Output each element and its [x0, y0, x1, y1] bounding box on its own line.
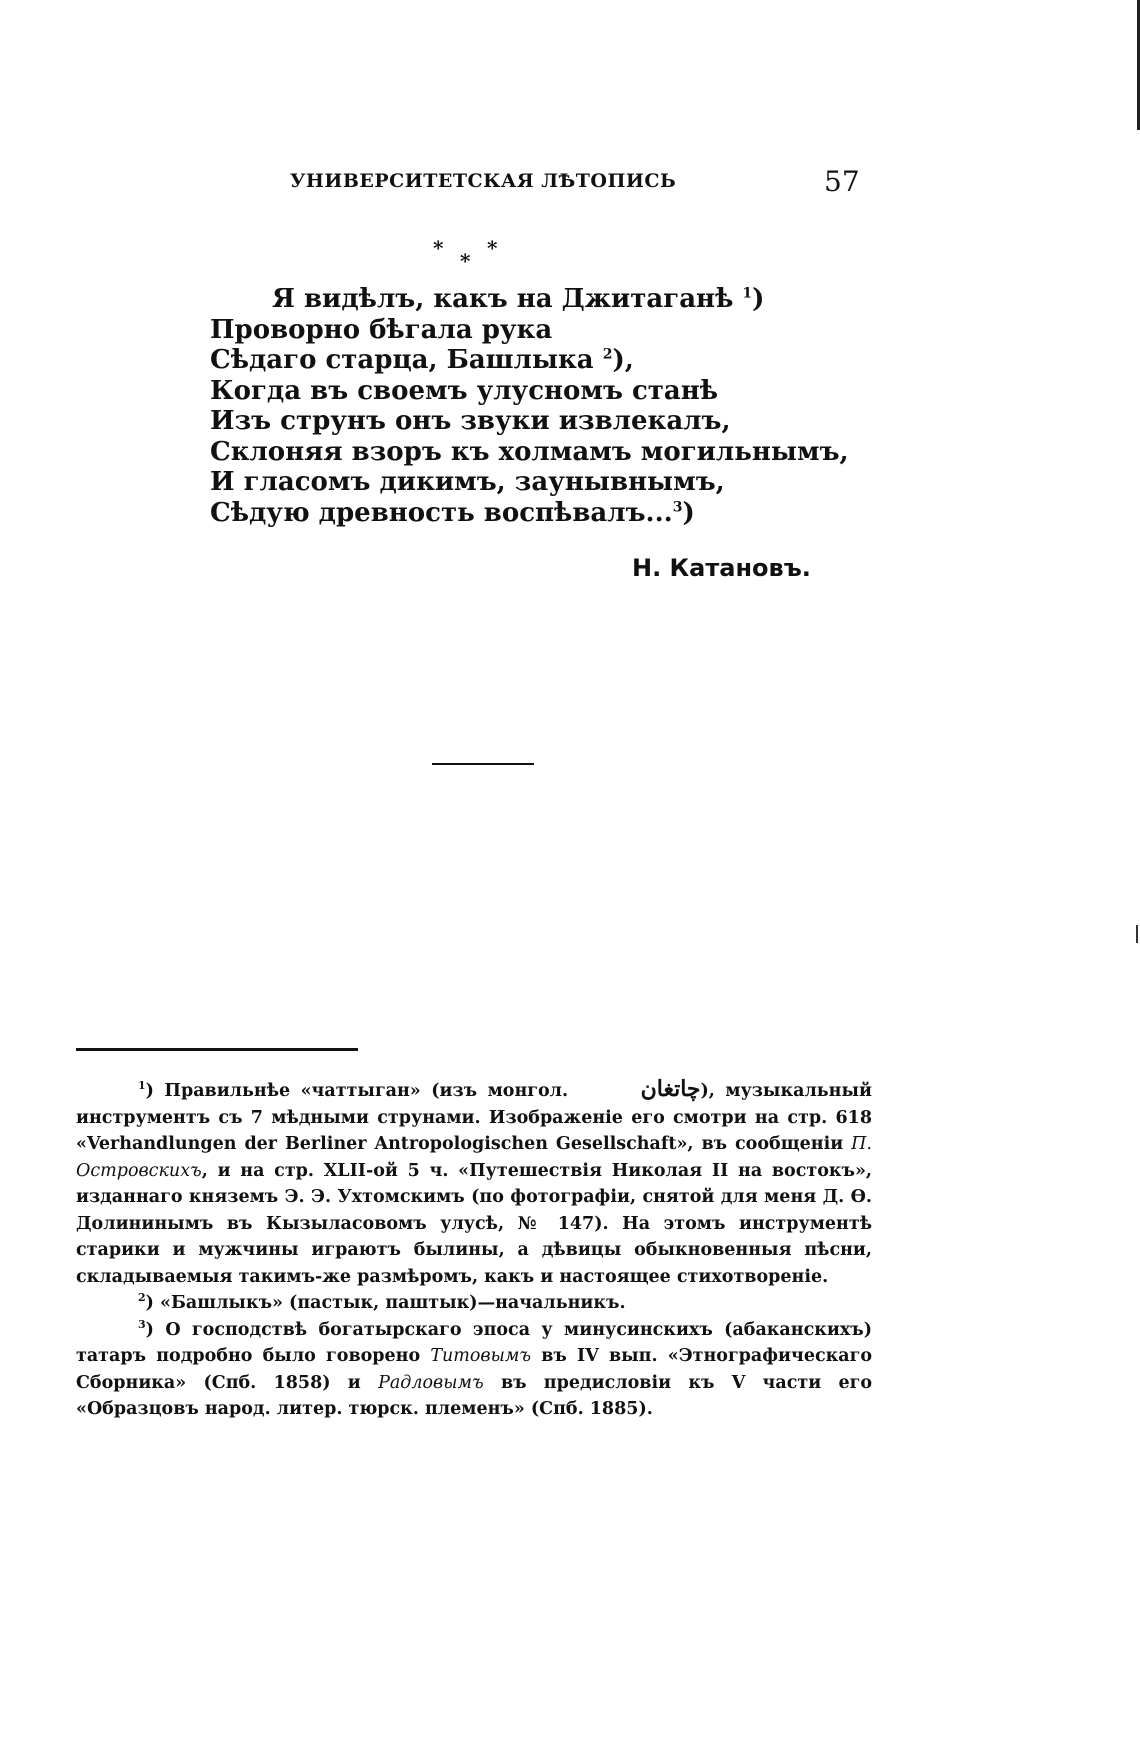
footnote-marker: 1 [138, 1079, 146, 1093]
poem-line: И гласомъ дикимъ, заунывнымъ, [210, 467, 725, 497]
poem-line: Проворно бѣгала рука [210, 314, 553, 345]
footnote-divider [76, 1048, 358, 1051]
italic-name: Радловымъ [378, 1372, 484, 1393]
italic-name: Титовымъ [430, 1346, 532, 1366]
poem-line: Сѣдую древность воспѣвалъ...$^3$) [210, 497, 695, 528]
poem-line: Когда въ своемъ улусномъ станѣ [210, 375, 719, 406]
running-title: УНИВЕРСИТЕТСКАЯ ЛѢТОПИСЬ [290, 170, 677, 192]
section-divider [432, 763, 534, 765]
author-signature: Н. Катановъ. [632, 554, 811, 582]
footnote-ref: 3 [672, 498, 683, 515]
ornament-asterisks [430, 236, 500, 276]
poem-line: Я видѣлъ, какъ на Джитаганѣ $^1$) [272, 284, 765, 314]
footnote-1: $^1$) Правильнѣе «чаттыган» (изъ монгол. ﭼﺎﺗﻐﺎﻥ), музыкальный инструментъ съ 7 мѣдными струнами. Изображеніе его смотри на стр. 618 «Verhandlungen der Berliner Antropologischen Gesellschaft», въ сообщеніи П. Островскихъ, и на стр. XLII-ой 5 ч. «Путешествія Николая II на востокъ», изданнаго княземъ Э. Э. Ухтомскимъ (по фотографіи, снятой для меня Д. Ѳ. Долининымъ въ Кызыласовомъ улусѣ, № 147). На этомъ инструментѣ старики и мужчины играютъ былины, а дѣвицы обыкновенныя пѣсни, складываемыя такимъ-же размѣромъ, какъ и настоящее стихотвореніе. [76, 1076, 873, 1287]
footnote-3: $^3$) О господствѣ богатырскаго эпоса у минусинскихъ (абаканскихъ) татаръ подробно было говорено Титовымъ въ IV вып. «Этнографическаго Сборника» (Спб. 1858) и Радловымъ въ предисловіи къ V части его «Образцовъ народ. литер. тюрск. племенъ» (Спб. 1885). [76, 1317, 872, 1419]
poem [210, 284, 849, 528]
poem-line: Сѣдаго старца, Башлыка $^2$), [210, 345, 634, 375]
page-number: 57 [824, 165, 860, 198]
footnotes [76, 1078, 872, 1423]
footnote-ref: 2 [602, 346, 613, 363]
asterisk: * [433, 236, 444, 260]
page-edge-mark [1136, 925, 1138, 943]
asterisk: * [460, 249, 471, 273]
footnote-marker: 2 [138, 1291, 146, 1305]
poem-line: Склоняя взоръ къ холмамъ могильнымъ, [210, 436, 849, 467]
italic-name: П. Островскихъ [76, 1134, 872, 1181]
footnote-ref: 1 [742, 285, 753, 302]
mongol-script-word: ﭼﺎﺗﻐﺎﻥ [640, 1076, 701, 1102]
footnote-2: $^2$) «Башлыкъ» (пастык, паштык)—начальникъ. [138, 1291, 626, 1313]
footnote-marker: 3 [138, 1317, 146, 1331]
asterisk: * [487, 236, 498, 260]
poem-line: Изъ струнъ онъ звуки извлекалъ, [210, 406, 731, 436]
